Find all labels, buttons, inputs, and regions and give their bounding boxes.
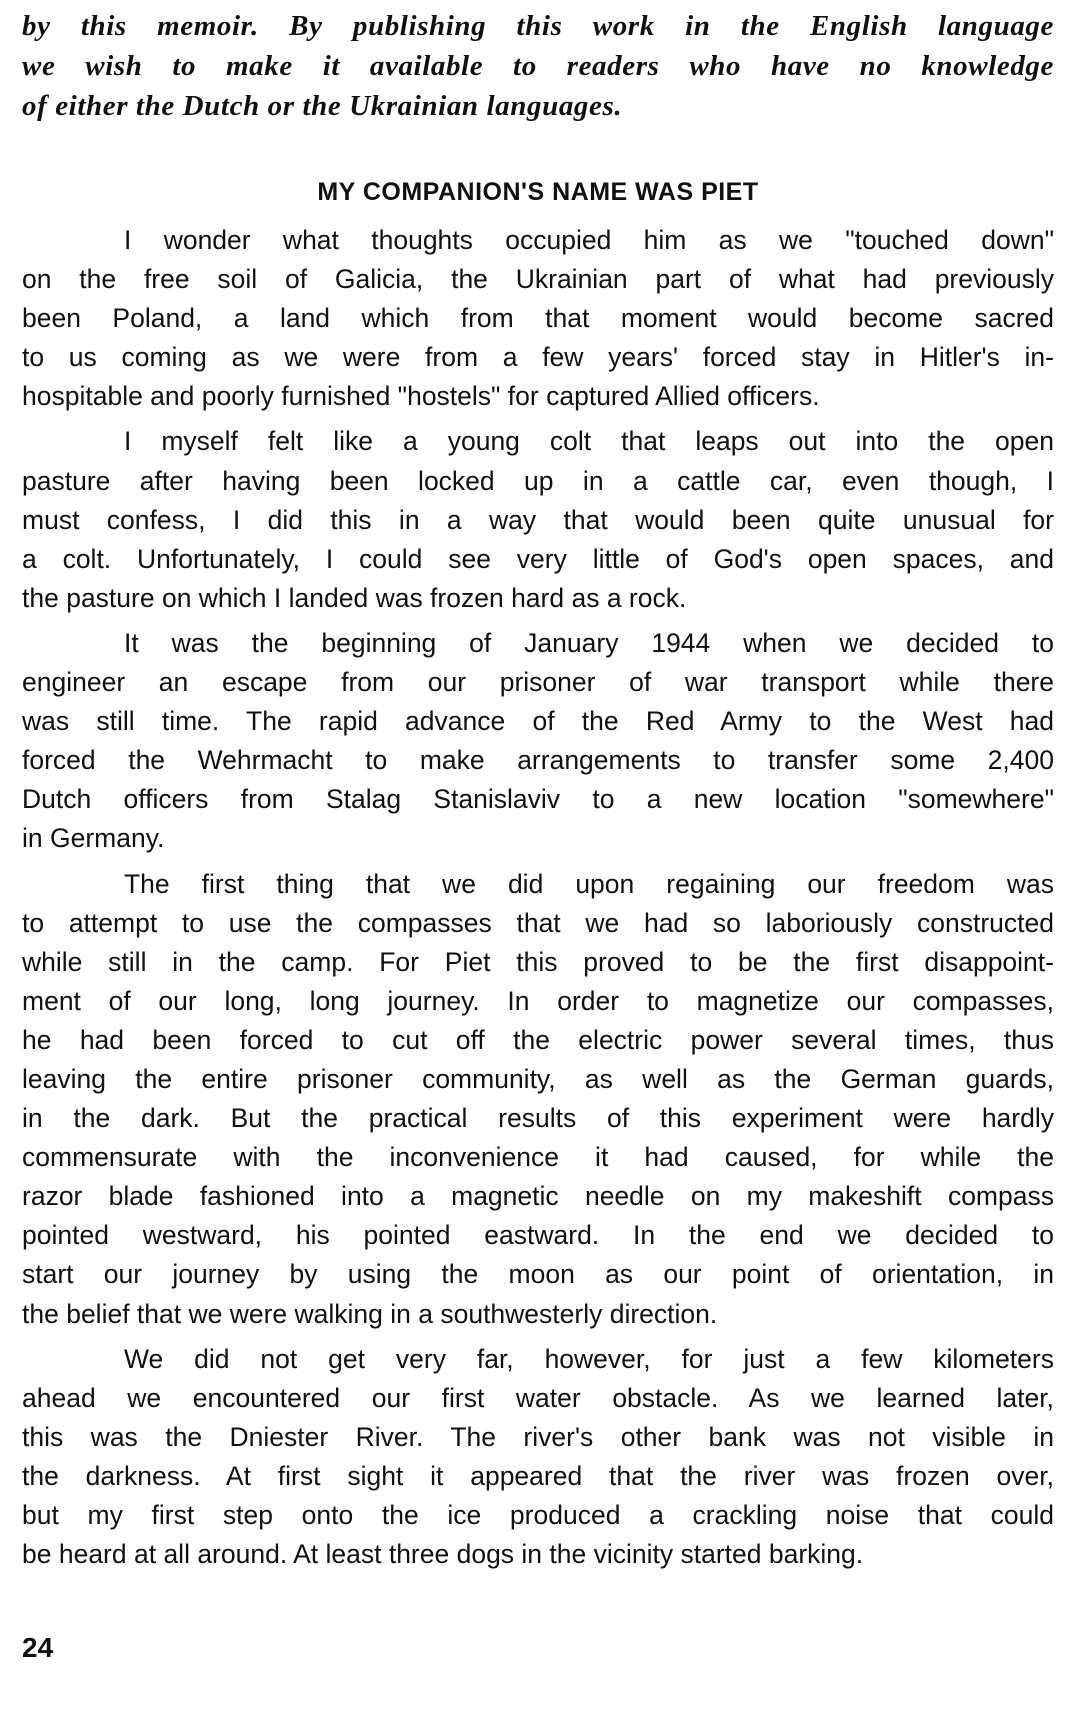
text-line: Dutch officers from Stalag Stanislaviv to a new location "somewhere" (22, 784, 1054, 815)
paragraph (22, 624, 1054, 859)
text-line: engineer an escape from our prisoner of war transport while there (22, 667, 1054, 698)
text-line: while still in the camp. For Piet this proved to be the first disappoint- (22, 946, 1054, 977)
intro-paragraph (22, 6, 1054, 126)
text-line: of either the Dutch or the Ukrainian languages. (22, 90, 623, 122)
text-line: pointed westward, his pointed eastward. In the end we decided to (22, 1220, 1054, 1251)
text-line: but my first step onto the ice produced a crackling noise that could (22, 1500, 1054, 1530)
text-line: ment of our long, long journey. In order to magnetize our compasses, (22, 985, 1054, 1016)
text-line: to us coming as we were from a few years' forced stay in Hitler's in- (22, 342, 1054, 373)
text-line: on the free soil of Galicia, the Ukrainian part of what had previously (22, 264, 1054, 295)
chapter-body (22, 221, 1054, 1574)
text-line: razor blade fashioned into a magnetic needle on my makeshift compass (22, 1181, 1054, 1212)
text-line: to attempt to use the compasses that we had so laboriously constructed (22, 907, 1054, 938)
chapter-heading: MY COMPANION'S NAME WAS PIET (317, 178, 759, 206)
text-line: leaving the entire prisoner community, as well as the German guards, (22, 1063, 1054, 1094)
text-line: hospitable and poorly furnished "hostels" for captured Allied officers. (22, 381, 820, 412)
book-page (22, 6, 1054, 1580)
text-line: in Germany. (22, 823, 165, 854)
text-line: I wonder what thoughts occupied him as we "touched down" (124, 225, 1054, 255)
page-number: 24 (22, 1632, 54, 1663)
text-line: this was the Dniester River. The river's other bank was not visible in (22, 1421, 1054, 1452)
text-line: was still time. The rapid advance of the Red Army to the West had (22, 706, 1054, 737)
text-line: a colt. Unfortunately, I could see very little of God's open spaces, and (22, 543, 1054, 574)
text-line: It was the beginning of January 1944 when we decided to (124, 627, 1054, 658)
text-line: he had been forced to cut off the electric power several times, thus (22, 1024, 1054, 1055)
text-line: be heard at all around. At least three dogs in the vicinity started barking. (22, 1539, 864, 1570)
text-line: by this memoir. By publishing this work in the English language (22, 10, 1054, 42)
text-line: start our journey by using the moon as our point of orientation, in (22, 1259, 1054, 1290)
paragraph (22, 865, 1054, 1334)
text-line: We did not get very far, however, for just a few kilometers (124, 1343, 1054, 1374)
paragraph (22, 221, 1054, 416)
text-line: the darkness. At first sight it appeared that the river was frozen over, (22, 1460, 1054, 1491)
text-line: we wish to make it available to readers who have no knowledge (22, 50, 1054, 82)
text-line: been Poland, a land which from that moment would become sacred (22, 303, 1054, 334)
text-line: the belief that we were walking in a southwesterly direction. (22, 1298, 718, 1329)
text-line: commensurate with the inconvenience it had caused, for while the (22, 1142, 1054, 1173)
paragraph (22, 1340, 1054, 1575)
text-line: The first thing that we did upon regaining our freedom was (124, 868, 1054, 899)
text-line: pasture after having been locked up in a cattle car, even though, I (22, 465, 1054, 496)
text-line: forced the Wehrmacht to make arrangements to transfer some 2,400 (22, 745, 1054, 776)
text-line: I myself felt like a young colt that leaps out into the open (124, 426, 1054, 457)
text-line: in the dark. But the practical results of this experiment were hardly (22, 1103, 1054, 1134)
text-line: the pasture on which I landed was frozen hard as a rock. (22, 582, 687, 613)
text-line: must confess, I did this in a way that would been quite unusual for (22, 504, 1054, 535)
paragraph (22, 422, 1054, 617)
text-line: ahead we encountered our first water obstacle. As we learned later, (22, 1382, 1054, 1413)
